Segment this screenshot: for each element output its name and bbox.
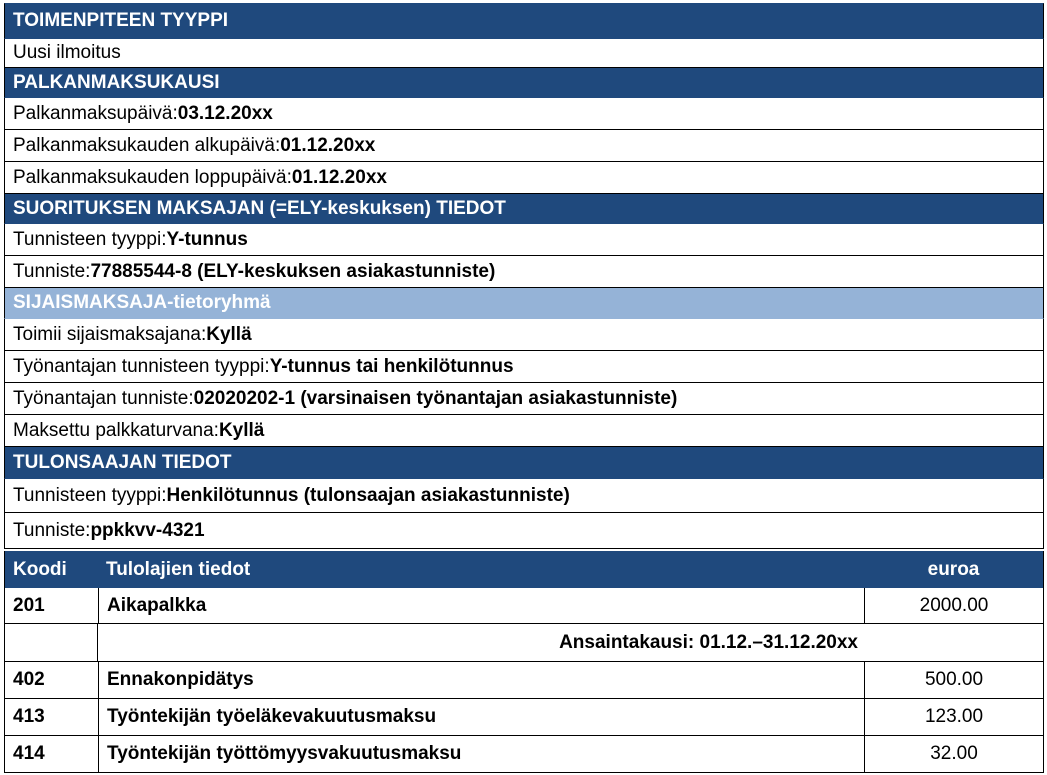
- field-row-kauden-loppupaiva: Palkanmaksukauden loppupäivä: 01.12.20xx: [4, 162, 1044, 194]
- row-amount: 500.00: [864, 662, 1043, 698]
- section-header-tulonsaaja: TULONSAAJAN TIEDOT: [4, 447, 1044, 479]
- table-row-earning-period: [4, 624, 1044, 662]
- field-row-maksaja-tunniste: Tunniste: 77885544-8 (ELY-keskuksen asiakastunniste): [4, 256, 1044, 288]
- table-row: [4, 588, 1044, 624]
- field-value: 02020202-1 (varsinaisen työnantajan asiakastunniste): [193, 387, 678, 409]
- field-value: 01.12.20xx: [291, 166, 387, 188]
- column-header-code: Koodi: [13, 558, 67, 580]
- field-value: Henkilötunnus (tulonsaajan asiakastunniste): [166, 484, 570, 506]
- field-row-tulonsaaja-tunniste: Tunniste: ppkkvv-4321: [4, 513, 1044, 549]
- field-row-palkanmaksupaiva: Palkanmaksupäivä: 03.12.20xx: [4, 98, 1044, 130]
- field-row-maksaja-tunnisteen-tyyppi: Tunnisteen tyyppi: Y-tunnus: [4, 224, 1044, 256]
- section-header-toimenpide: TOIMENPITEEN TYYPPI: [4, 3, 1044, 39]
- column-header-amount: euroa: [927, 558, 980, 580]
- payment-document: [4, 3, 1044, 549]
- field-value: Y-tunnus: [166, 228, 248, 250]
- field-row-tulonsaaja-tunnisteen-tyyppi: Tunnisteen tyyppi: Henkilötunnus (tulonsaajan asiakastunniste): [4, 479, 1044, 513]
- field-value: Y-tunnus tai henkilötunnus: [269, 355, 514, 377]
- row-info: Ennakonpidätys: [98, 662, 864, 698]
- section-header-sijaismaksaja: SIJAISMAKSAJA-tietoryhmä: [4, 288, 1044, 319]
- field-value: ppkkvv-4321: [90, 519, 205, 541]
- income-types-table: [4, 551, 1044, 773]
- field-value: 77885544-8 (ELY-keskuksen asiakastunniste): [90, 260, 496, 282]
- row-code-empty: [5, 624, 98, 661]
- row-code: 414: [13, 743, 45, 764]
- table-row: [4, 699, 1044, 736]
- row-amount: 2000.00: [864, 588, 1043, 623]
- row-amount-empty: [864, 624, 1043, 661]
- row-code: 201: [13, 594, 45, 616]
- field-row-kauden-alkupaiva: Palkanmaksukauden alkupäivä: 01.12.20xx: [4, 130, 1044, 162]
- row-amount: 32.00: [864, 736, 1043, 772]
- field-row-toimii-sijaismaksajana: Toimii sijaismaksajana: Kyllä: [4, 319, 1044, 351]
- earning-period: Ansaintakausi: 01.12.–31.12.20xx: [559, 631, 858, 653]
- column-header-info: Tulolajien tiedot: [106, 558, 251, 580]
- row-info: Työntekijän työeläkevakuutusmaksu: [98, 699, 864, 735]
- row-amount: 123.00: [864, 699, 1043, 735]
- toimenpide-value-row: Uusi ilmoitus: [4, 39, 1044, 68]
- row-info: Työntekijän työttömyysvakuutusmaksu: [98, 736, 864, 772]
- section-header-maksaja: SUORITUKSEN MAKSAJAN (=ELY-keskuksen) TIEDOT: [4, 194, 1044, 224]
- table-row: [4, 736, 1044, 773]
- field-value: Kyllä: [218, 419, 265, 441]
- field-row-tyonantajan-tunnisteen-tyyppi: Työnantajan tunnisteen tyyppi: Y-tunnus tai henkilötunnus: [4, 351, 1044, 383]
- field-row-tyonantajan-tunniste: Työnantajan tunniste: 02020202-1 (varsinaisen työnantajan asiakastunniste): [4, 383, 1044, 415]
- field-value: 01.12.20xx: [280, 134, 376, 156]
- row-code: 413: [13, 706, 45, 727]
- field-value: Kyllä: [206, 323, 252, 345]
- table-row: [4, 662, 1044, 699]
- row-code: 402: [13, 669, 45, 690]
- field-row-maksettu-palkkaturvana: Maksettu palkkaturvana: Kyllä: [4, 415, 1044, 447]
- section-header-palkanmaksukausi: PALKANMAKSUKAUSI: [4, 68, 1044, 98]
- field-value: 03.12.20xx: [177, 102, 273, 124]
- table-header-row: [4, 551, 1044, 588]
- row-info: Aikapalkka: [98, 588, 864, 623]
